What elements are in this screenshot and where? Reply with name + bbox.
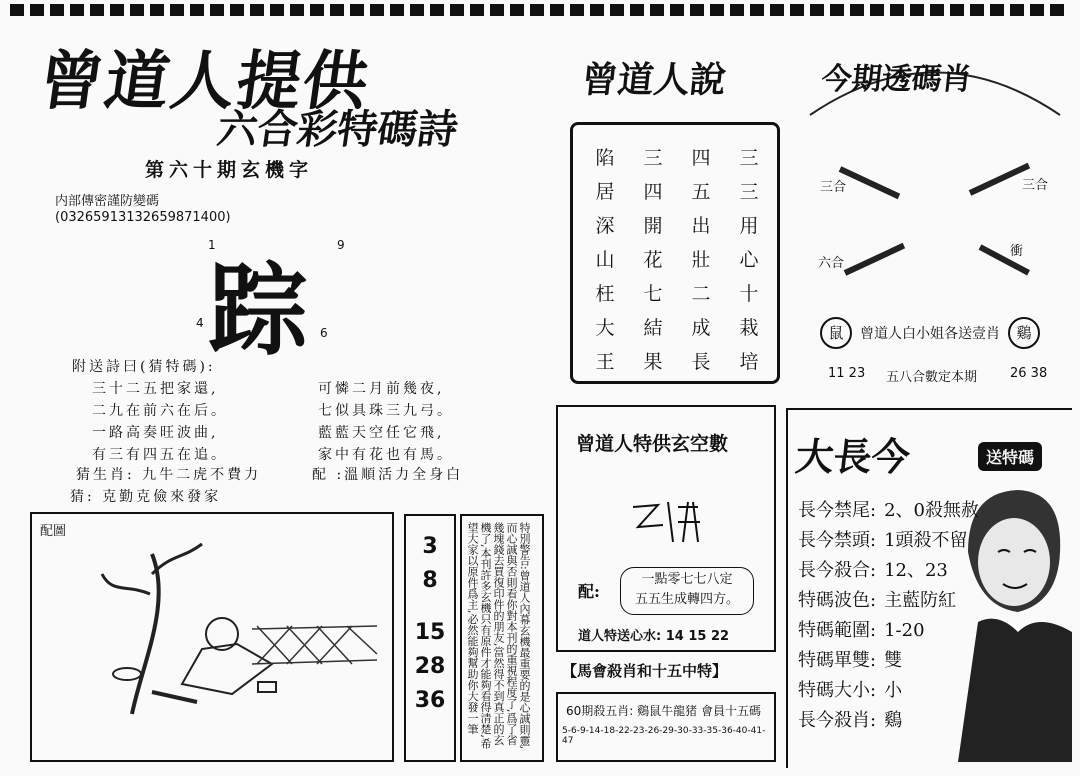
number-item: 3 — [422, 534, 438, 559]
secret-code: (03265913132659871400) — [55, 210, 231, 225]
grid-char: 三 — [739, 181, 759, 203]
picture-label: 配圖 — [40, 524, 67, 539]
guess-line-2: 猜: 克勤克儉來發家 — [70, 489, 222, 505]
guess-zodiac: 猜生肖: 九牛二虎不費力 — [76, 467, 262, 483]
mystery-num-4: 4 — [196, 316, 204, 330]
poem-left — [92, 378, 228, 466]
poem-line: 家中有花也有馬。 — [318, 447, 454, 463]
says-title: 曾道人說 — [579, 59, 728, 101]
grid-char: 四 — [643, 181, 663, 203]
rooster-badge-icon: 鷄 — [1008, 317, 1040, 349]
grid-char: 用 — [739, 215, 759, 237]
label-liuhe: 六合 — [818, 256, 845, 271]
match-line: 配 :溫順活力全身白 — [312, 467, 464, 483]
number-item: 36 — [414, 688, 446, 713]
secret-label: 内部傳密謹防變碼 — [55, 194, 160, 209]
picture-box — [30, 512, 394, 762]
mystery-character: 踪 — [208, 251, 308, 369]
arrow-icon — [969, 163, 1030, 196]
label-chong: 衝 — [1010, 244, 1024, 259]
changjin-list — [798, 496, 979, 736]
poem-line: 有三有四五在追。 — [92, 447, 228, 463]
warning-box — [460, 514, 544, 762]
scribble-glyph — [628, 497, 708, 547]
grid-char: 花 — [643, 249, 663, 271]
grid-char: 栽 — [739, 317, 759, 339]
number-item: 8 — [422, 568, 438, 593]
kill-line: 60期殺五肖: 鷄鼠牛龍猪 會員十五碼 — [566, 704, 761, 718]
changjin-row: 特碼單雙: 雙 — [798, 650, 903, 671]
grid-char: 居 — [595, 181, 615, 203]
poem-line: 可憐二月前幾夜, — [318, 381, 445, 397]
poem-right — [318, 378, 454, 466]
grid-char: 十 — [739, 283, 759, 305]
changjin-title: 大長今 — [793, 434, 913, 479]
changjin-row: 長今殺肖: 鷄 — [798, 710, 903, 731]
poem-line: 藍藍天空任它飛, — [318, 425, 445, 441]
top-border — [10, 4, 1070, 16]
changjin-row: 長今禁尾: 2、0殺無赦 — [798, 500, 979, 521]
grid-char: 出 — [691, 215, 711, 237]
says-box — [570, 122, 780, 384]
changjin-panel — [786, 408, 1072, 768]
illustration — [32, 514, 392, 760]
label-sanhe-1: 三合 — [820, 180, 847, 195]
grid-char: 五 — [691, 181, 711, 203]
label-sanhe-2: 三合 — [1022, 178, 1049, 193]
grid-char: 心 — [739, 249, 759, 271]
grid-char: 四 — [691, 147, 711, 169]
nums-left: 11 23 — [828, 366, 866, 381]
issue-line: 第六十期玄機字 — [145, 159, 314, 181]
grid-char: 三 — [643, 147, 663, 169]
poem-line: 二九在前六在后。 — [92, 403, 228, 419]
zodiac-title: 今期透碼肖 — [819, 62, 974, 97]
changjin-row: 特碼波色: 主藍防紅 — [798, 590, 957, 611]
zodiac-panel — [800, 40, 1070, 390]
mystery-num-1: 1 — [208, 238, 216, 252]
poem-line: 三十二五把家還, — [92, 381, 219, 397]
grid-char: 成 — [691, 317, 711, 339]
zodiac-footer: 曾道人白小姐各送壹肖 — [860, 326, 1000, 342]
changjin-row: 特碼範圍: 1-20 — [798, 620, 925, 641]
grid-char: 三 — [739, 147, 759, 169]
horse-box — [556, 692, 776, 762]
grid-char: 七 — [643, 283, 663, 305]
grid-char: 結 — [643, 317, 663, 339]
grid-char: 果 — [643, 351, 663, 373]
arrow-icon — [839, 166, 900, 199]
horse-title: 【馬會殺肖和十五中特】 — [562, 662, 728, 680]
changjin-row: 長今禁頭: 1頭殺不留 — [798, 530, 968, 551]
special-box — [556, 405, 776, 652]
mystery-num-9: 9 — [337, 238, 345, 252]
poem-heading: 附送詩曰(猜特碼): — [72, 359, 216, 375]
number-item: 15 — [414, 620, 446, 645]
grid-char: 二 — [691, 283, 711, 305]
warning-text: 特別警告:曾道人內幕玄機最重要的是心誠則靈,而心誠與否則看你對本刊的重視程度了,爲了省幾塊錢去買復印件的朋友,當然得不到真正的玄機了,本刊許多玄機只有原件才能夠看得清楚,希望大家以原件爲主,必然能夠幫助你大發一筆 — [466, 522, 531, 750]
mystery-num-6: 6 — [320, 326, 328, 340]
grid-char: 山 — [595, 249, 615, 271]
special-match-line: 五五生成轉四方。 — [634, 592, 739, 607]
changjin-row: 特碼大小: 小 — [798, 680, 903, 701]
grid-char: 深 — [595, 215, 615, 237]
changjin-row: 長今殺合: 12、23 — [798, 560, 948, 581]
subtitle: 六合彩特碼詩 — [214, 107, 461, 153]
grid-char: 長 — [691, 351, 711, 373]
special-title: 曾道人特供玄空數 — [576, 433, 729, 455]
grid-char: 壯 — [691, 249, 711, 271]
special-match-oval — [620, 567, 754, 615]
heart-numbers: 道人特送心水: 14 15 22 — [578, 629, 730, 644]
nums-right: 26 38 — [1010, 366, 1048, 381]
grid-char: 培 — [739, 351, 759, 373]
changjin-badge: 送特碼 — [978, 442, 1042, 471]
special-match-line: 一點零七七八定 — [641, 572, 733, 587]
grid-char: 枉 — [595, 283, 615, 305]
special-match-label: 配: — [578, 582, 600, 601]
zodiac-note: 五八合數定本期 — [886, 370, 978, 385]
poem-line: 七似具珠三九弓。 — [318, 403, 454, 419]
rat-badge-icon: 鼠 — [820, 317, 852, 349]
says-grid — [581, 141, 769, 379]
number-item: 28 — [414, 654, 446, 679]
numbers-column — [404, 514, 456, 762]
arrow-icon — [844, 243, 905, 276]
grid-char: 王 — [595, 351, 615, 373]
main-title: 曾道人提供 — [33, 45, 375, 119]
poem-line: 一路高奏旺波曲, — [92, 425, 219, 441]
grid-char: 陷 — [595, 147, 615, 169]
grid-char: 開 — [643, 215, 663, 237]
grid-char: 大 — [595, 317, 615, 339]
code-list: 5-6-9-14-18-22-23-26-29-30-33-35-36-40-41-47 — [562, 726, 766, 746]
